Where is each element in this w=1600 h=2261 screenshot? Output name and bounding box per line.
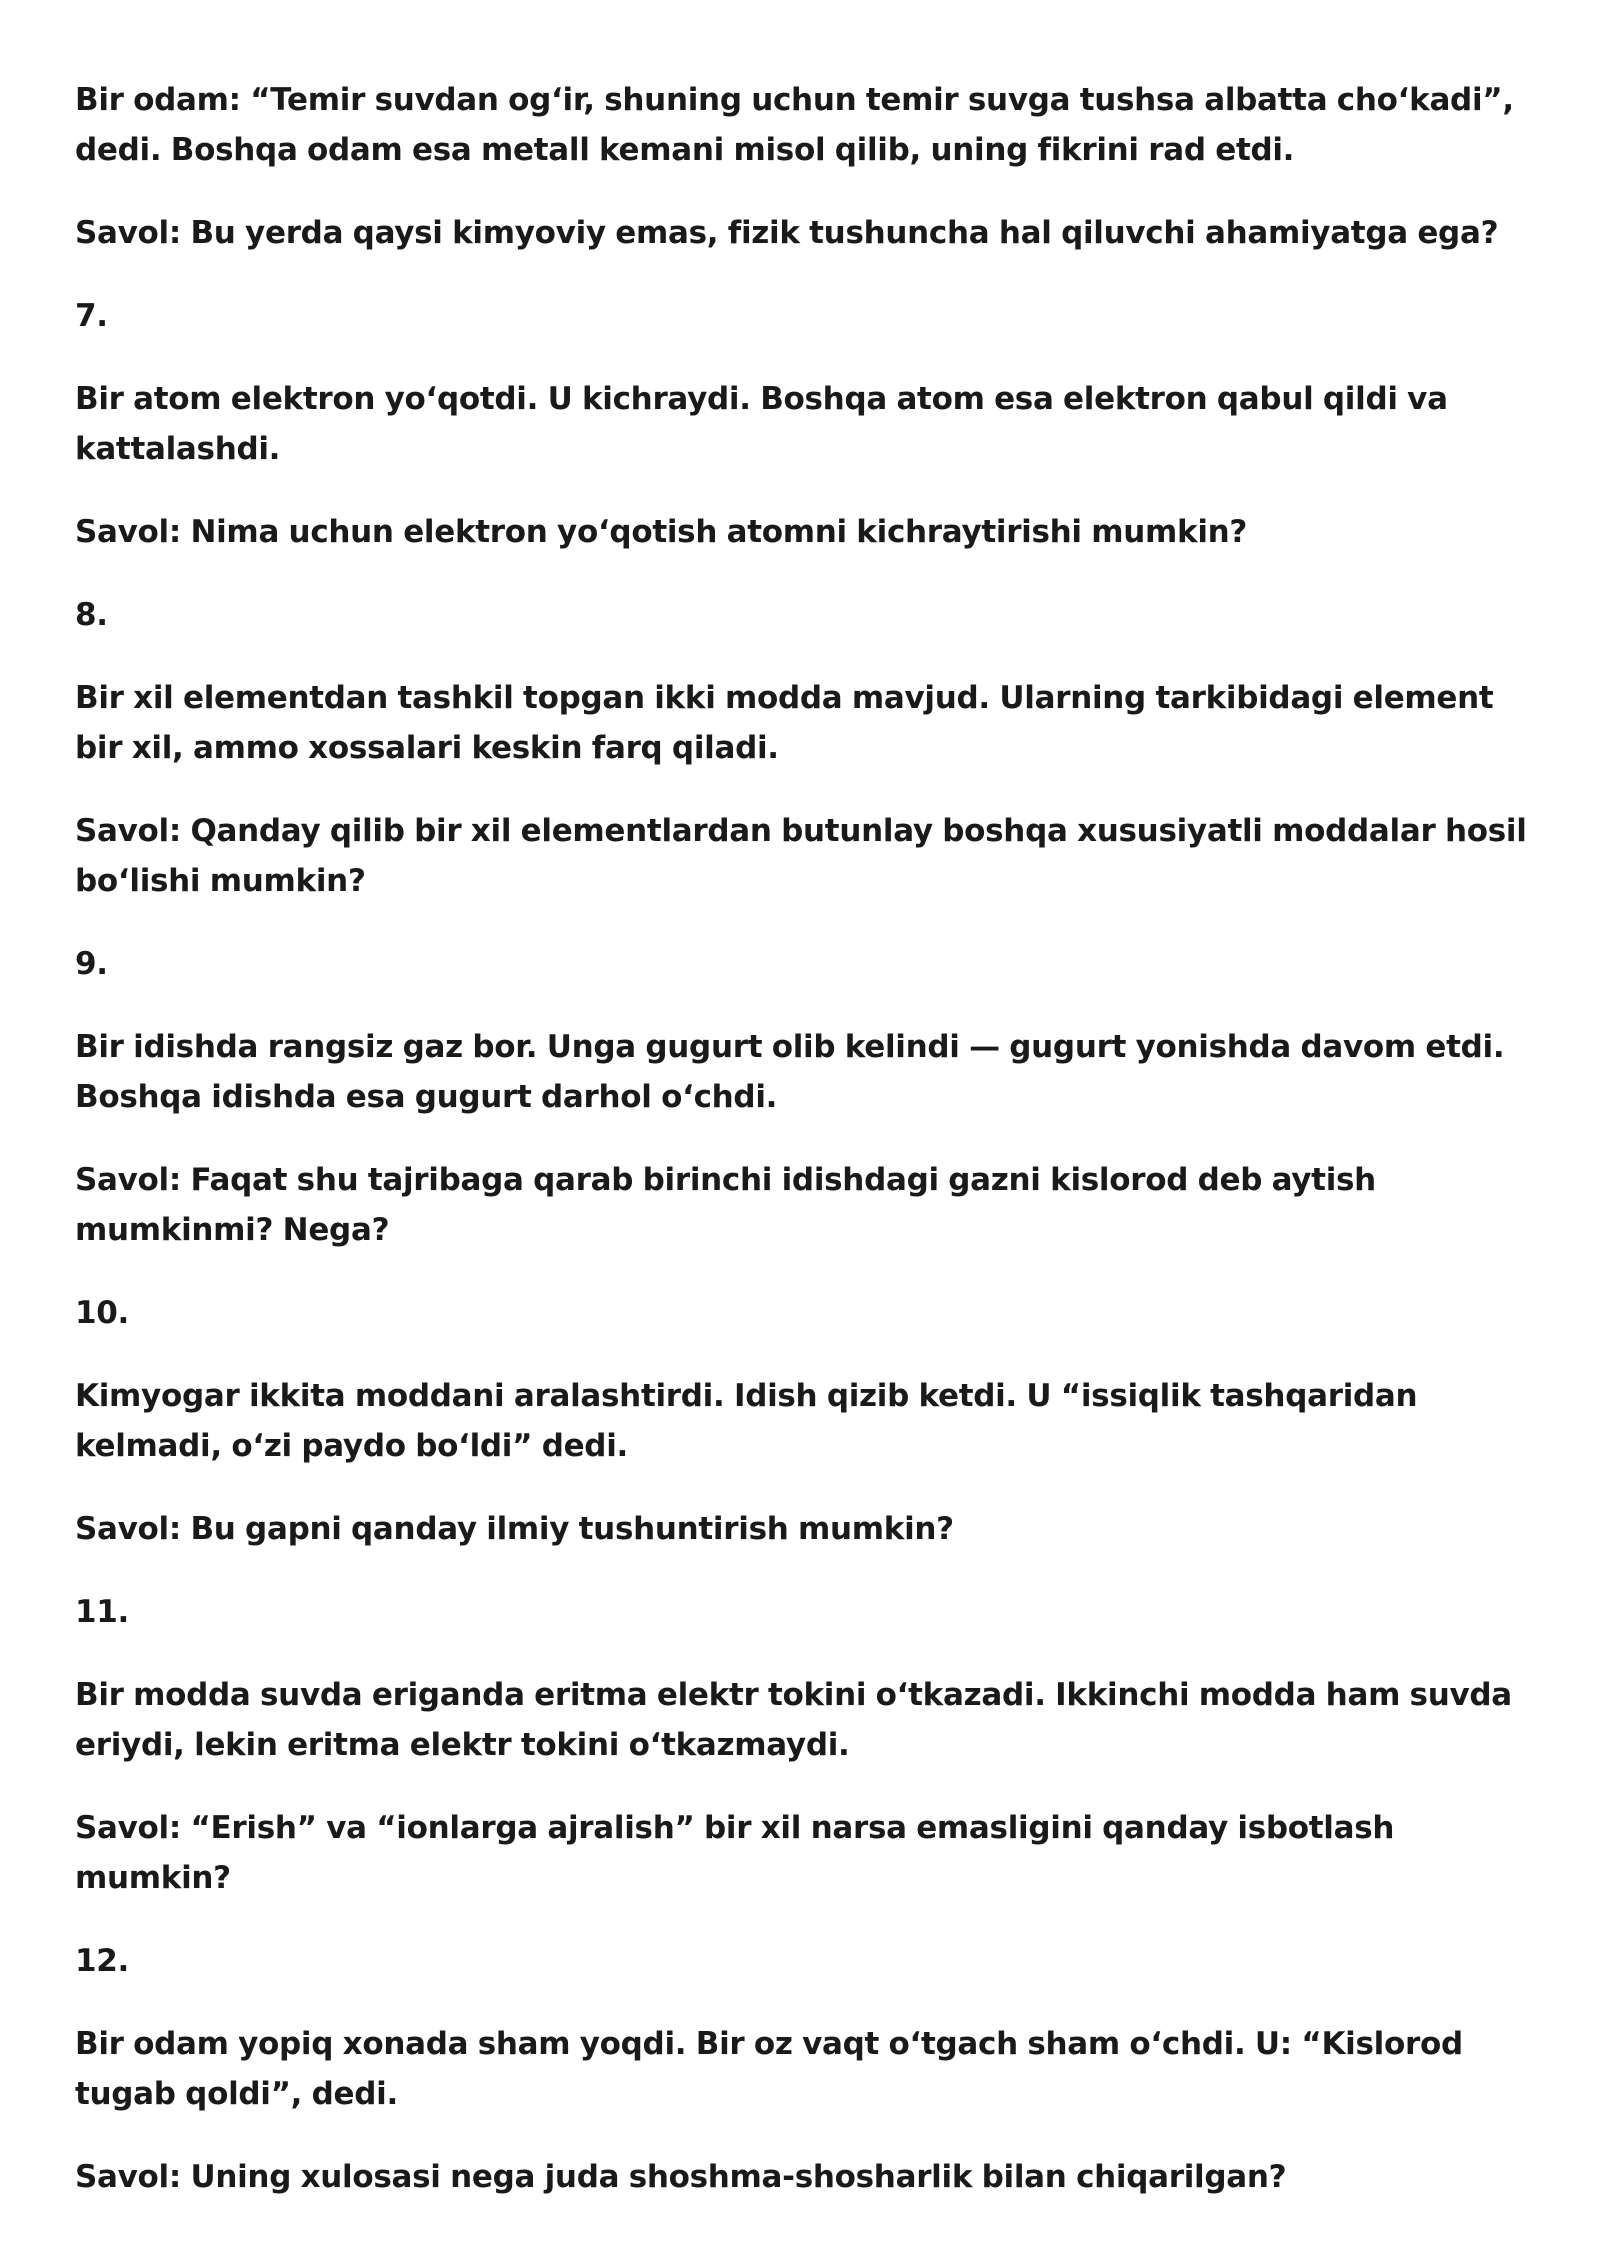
document-page — [75, 75, 1545, 2202]
paragraph: Kimyogar ikkita moddani aralashtirdi. Idish qizib ketdi. U “issiqlik tashqaridan kelmadi, o‘zi paydo bo‘ldi” dedi. — [75, 1378, 1418, 1464]
question-text: Savol: Bu yerda qaysi kimyoviy emas, fizik tushuncha hal qiluvchi ahamiyatga ega? — [75, 215, 1499, 251]
problem-number: 7. — [75, 298, 108, 334]
question-text: Savol: Bu gapni qanday ilmiy tushuntirish mumkin? — [75, 1511, 954, 1547]
problem-number: 8. — [75, 597, 108, 633]
paragraph: Bir odam yopiq xonada sham yoqdi. Bir oz vaqt o‘tgach sham o‘chdi. U: “Kislorod tugab qoldi”, dedi. — [75, 2026, 1463, 2112]
paragraph: Bir idishda rangsiz gaz bor. Unga gugurt olib kelindi — gugurt yonishda davom etdi. Boshqa idishda esa gugurt darhol o‘chdi. — [75, 1029, 1505, 1115]
question-text: Savol: Nima uchun elektron yo‘qotish atomni kichraytirishi mumkin? — [75, 514, 1248, 550]
question-text: Savol: Qanday qilib bir xil elementlardan butunlay boshqa xususiyatli moddalar hosil bo‘lishi mumkin? — [75, 813, 1527, 899]
paragraph: Bir xil elementdan tashkil topgan ikki modda mavjud. Ularning tarkibidagi element bir xil, ammo xossalari keskin farq qiladi. — [75, 680, 1494, 766]
problem-number: 9. — [75, 946, 108, 982]
question-text: Savol: Faqat shu tajribaga qarab birinchi idishdagi gazni kislorod deb aytish mumkinmi? Nega? — [75, 1162, 1376, 1248]
paragraph: Bir atom elektron yo‘qotdi. U kichraydi. Boshqa atom esa elektron qabul qildi va kattalashdi. — [75, 381, 1448, 467]
paragraph: Bir odam: “Temir suvdan og‘ir, shuning uchun temir suvga tushsa albatta cho‘kadi”, dedi. Boshqa odam esa metall kemani misol qilib, uning fikrini rad etdi. — [75, 82, 1514, 168]
problem-number: 12. — [75, 1943, 130, 1979]
paragraph: Bir modda suvda eriganda eritma elektr tokini o‘tkazadi. Ikkinchi modda ham suvda eriydi, lekin eritma elektr tokini o‘tkazmaydi. — [75, 1677, 1512, 1763]
question-text: Savol: “Erish” va “ionlarga ajralish” bir xil narsa emasligini qanday isbotlash mumkin? — [75, 1810, 1395, 1896]
problem-number: 10. — [75, 1295, 130, 1331]
problem-number: 11. — [75, 1594, 130, 1630]
question-text: Savol: Uning xulosasi nega juda shoshma-shosharlik bilan chiqarilgan? — [75, 2159, 1287, 2195]
